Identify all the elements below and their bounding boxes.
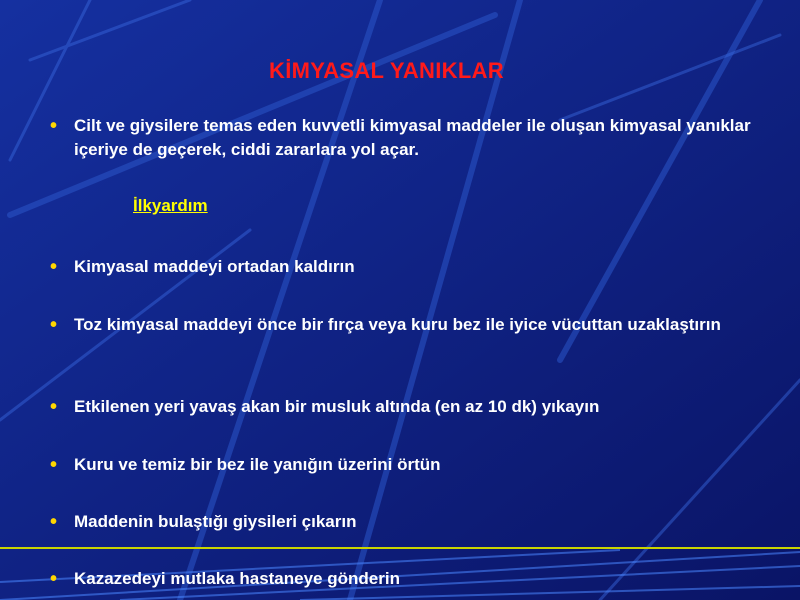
first-aid-heading: İlkyardım [133, 196, 208, 215]
list-item-text: Etkilenen yeri yavaş akan bir musluk altında (en az 10 dk) yıkayın [74, 397, 600, 416]
list-item-text: Maddenin bulaştığı giysileri çıkarın [74, 512, 357, 531]
bullet-icon: • [50, 511, 58, 533]
list-item-text: Kuru ve temiz bir bez ile yanığın üzerini örtün [74, 455, 441, 474]
bullet-icon: • [50, 115, 58, 137]
list-item-text: Kazazedeyi mutlaka hastaneye gönderin [74, 569, 400, 588]
bullet-icon: • [50, 396, 58, 418]
list-item-text: Kimyasal maddeyi ortadan kaldırın [74, 257, 355, 276]
bullet-icon: • [50, 454, 58, 476]
bullet-icon: • [50, 568, 58, 590]
bullet-icon: • [50, 314, 58, 336]
intro-text: Cilt ve giysilere temas eden kuvvetli kimyasal maddeler ile oluşan kimyasal yanıklar içeriye de geçerek, ciddi zararlara yol açar. [74, 116, 751, 159]
slide-title: KİMYASAL YANIKLAR [269, 58, 504, 83]
list-item-text: Toz kimyasal maddeyi önce bir fırça veya kuru bez ile iyice vücuttan uzaklaştırın [74, 315, 721, 334]
bullet-icon: • [50, 256, 58, 278]
